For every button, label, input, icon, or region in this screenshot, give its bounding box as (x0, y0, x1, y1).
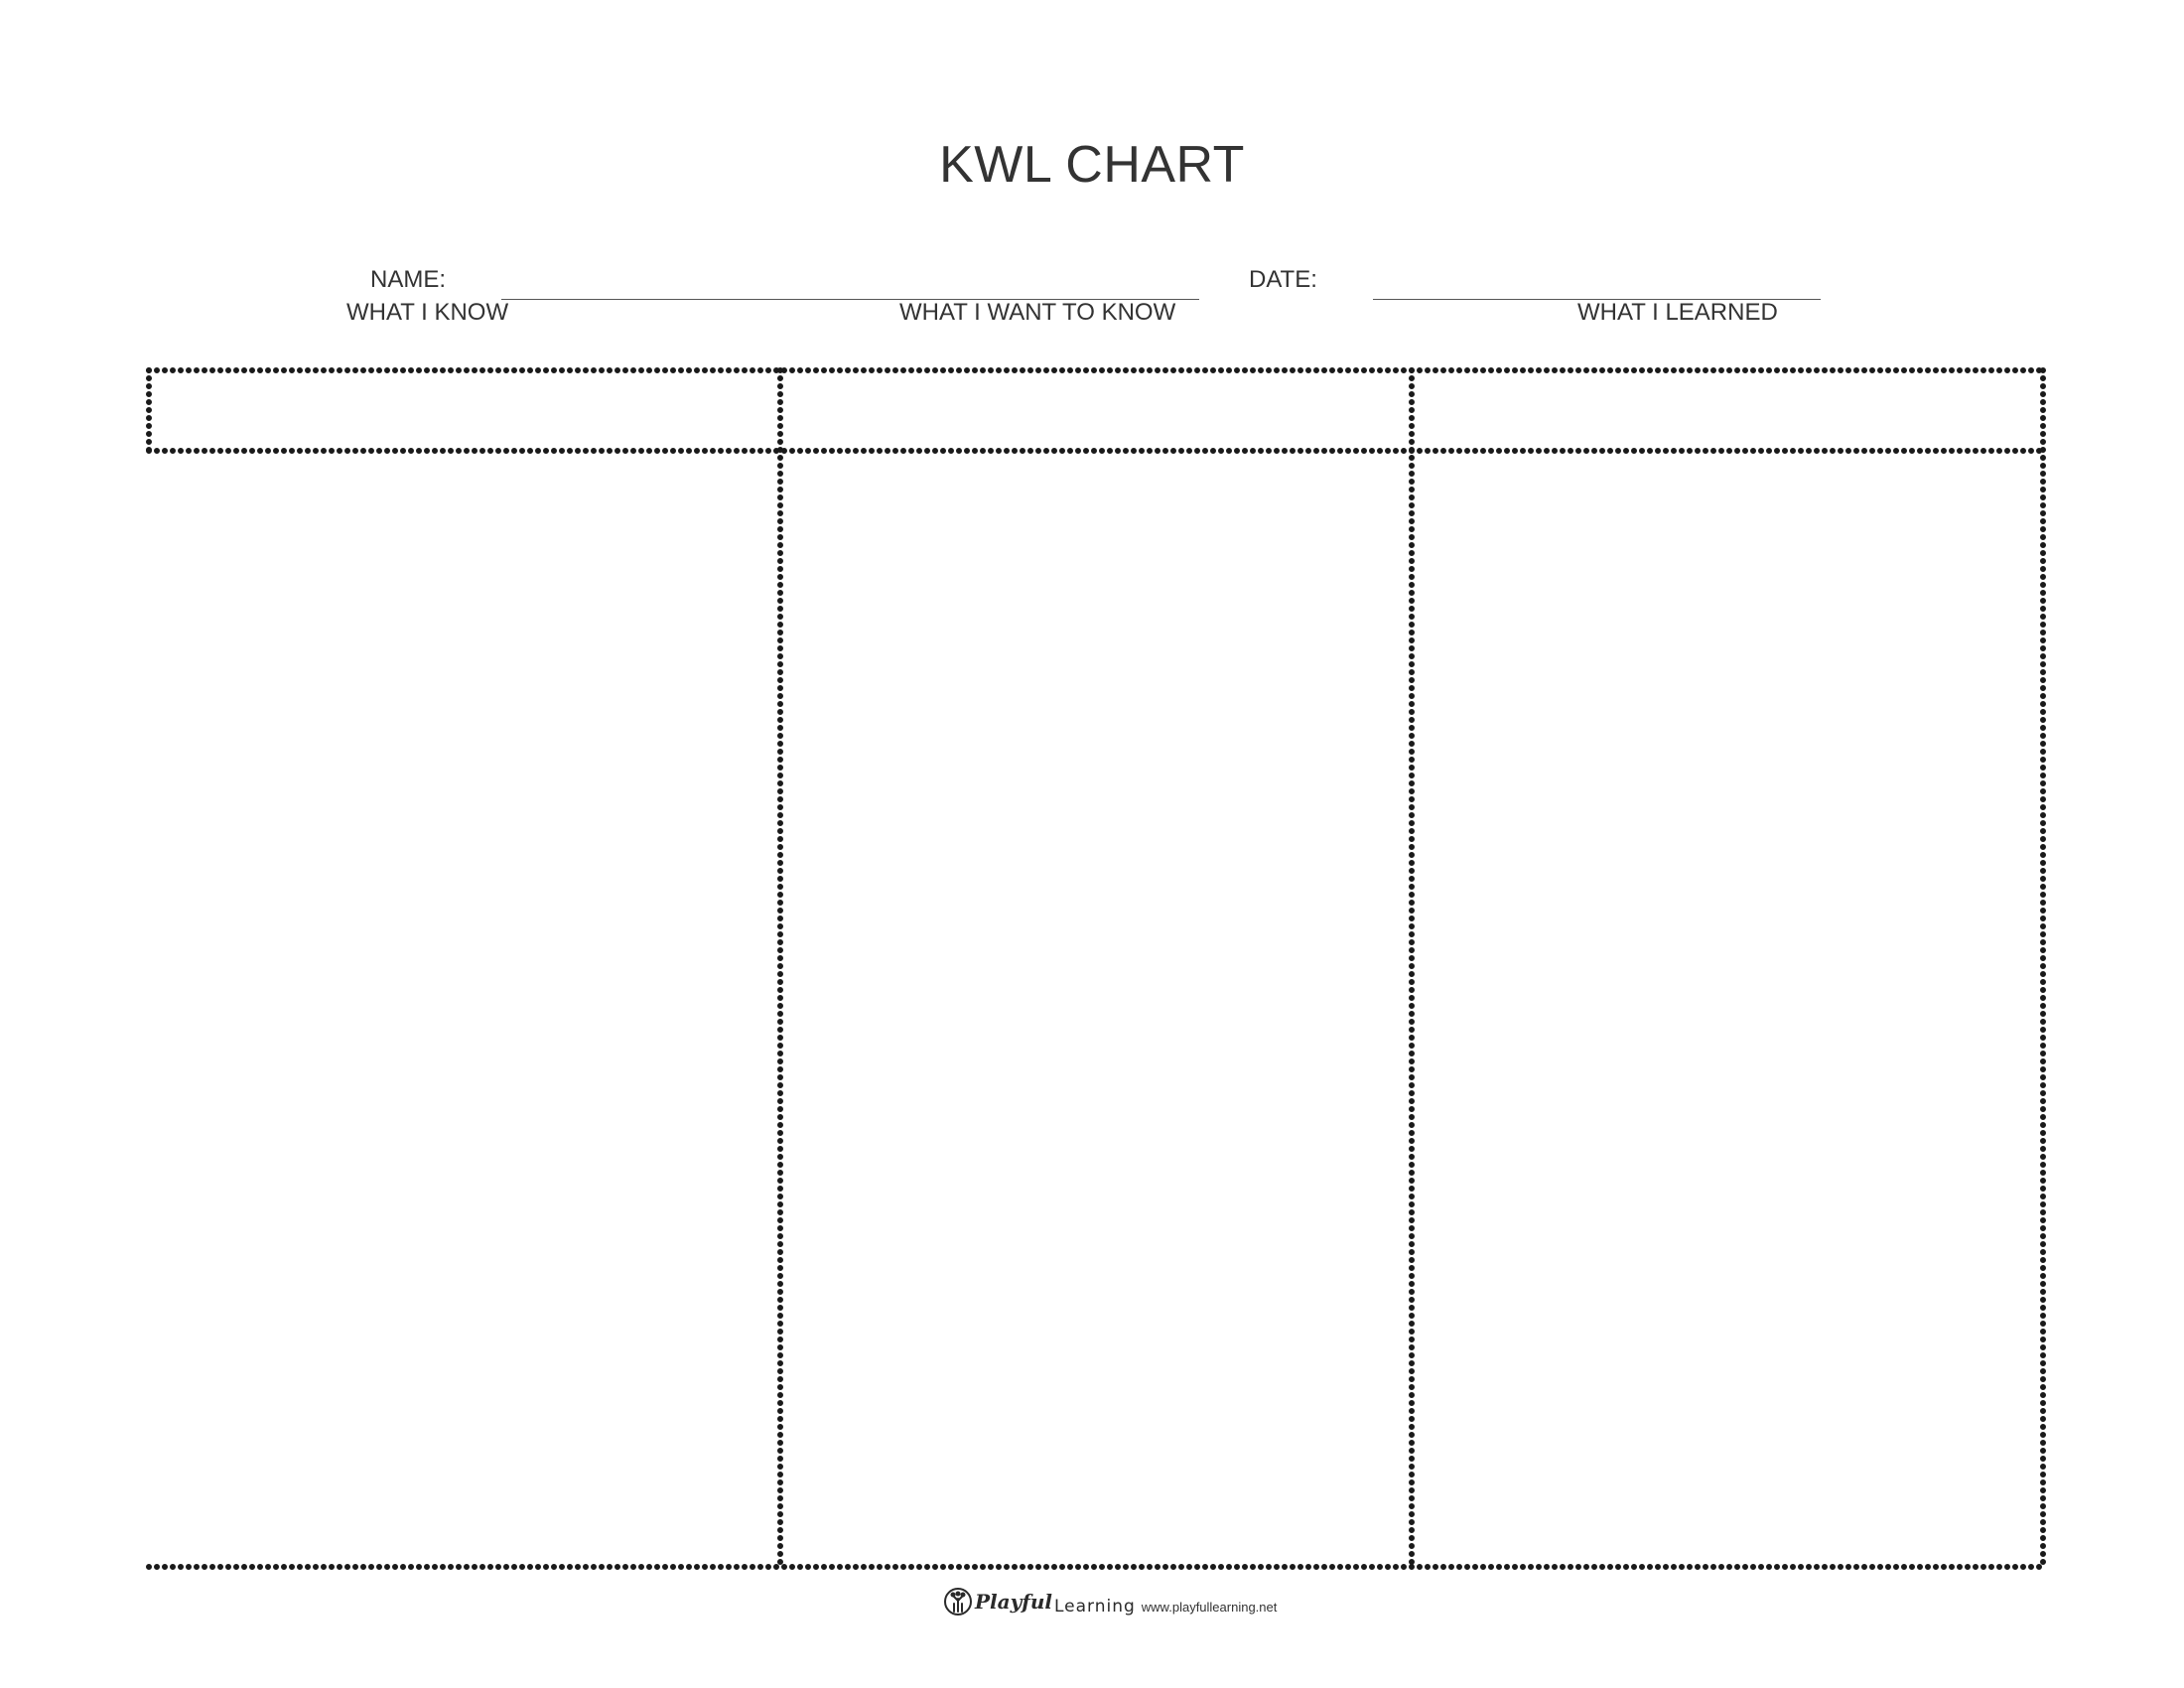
date-label: DATE: (1249, 266, 1317, 293)
column-header-know: WHAT I KNOW (346, 299, 509, 326)
column-learned-area[interactable] (1418, 457, 2037, 1561)
logo-text-playful: Playful (975, 1590, 1052, 1614)
logo-text-learning: Learning (1053, 1597, 1136, 1617)
column-know-area[interactable] (155, 457, 774, 1561)
footer (943, 1586, 1277, 1618)
name-label: NAME: (370, 266, 447, 293)
tree-logo-icon (943, 1587, 973, 1617)
page-title: KWL CHART (939, 136, 1245, 194)
footer-url[interactable]: www.playfullearning.net (1141, 1599, 1278, 1615)
column-header-want: WHAT I WANT TO KNOW (899, 299, 1176, 326)
column-header-learned: WHAT I LEARNED (1577, 299, 1778, 326)
footer-logo (943, 1587, 1136, 1617)
column-want-area[interactable] (786, 457, 1406, 1561)
